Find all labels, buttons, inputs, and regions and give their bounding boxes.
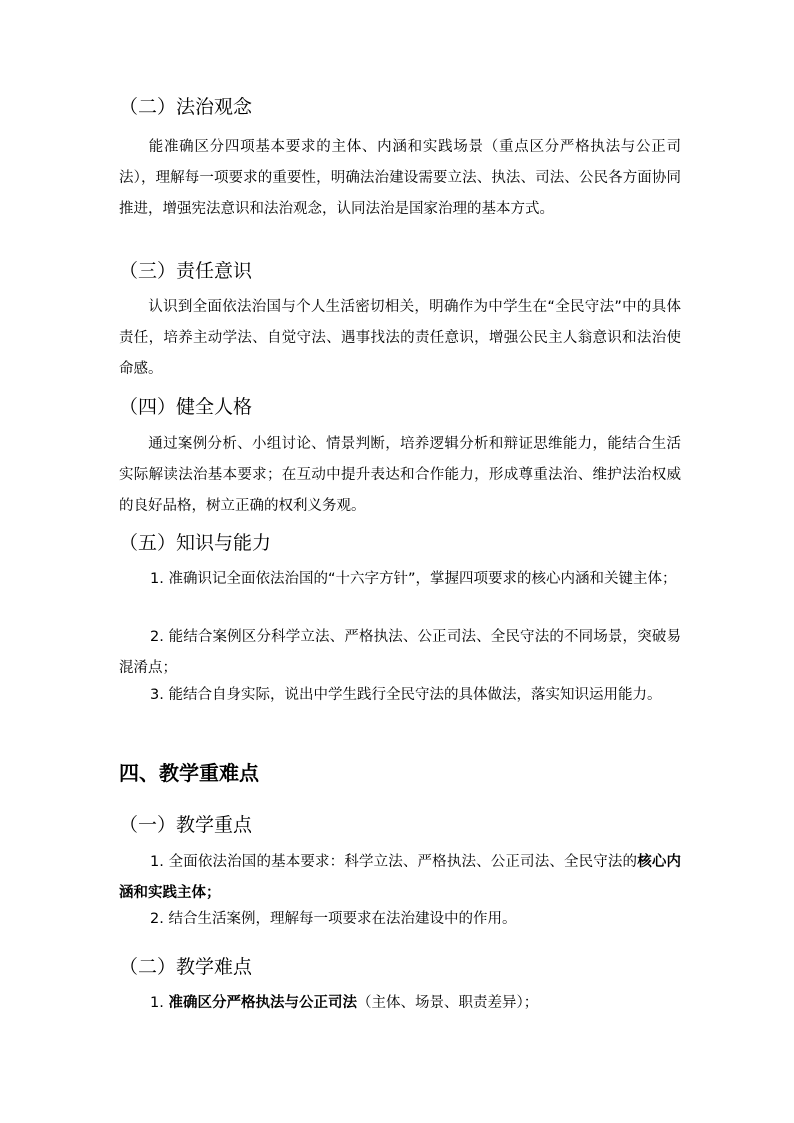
paragraph-text: 通过案例分析、小组讨论、情景判断，培养逻辑分析和辩证思维能力，能结合生活实际解读法治基本要求；在互动中提升表达和合作能力，形成尊重法治、维护法治权威的良好品格，树立正确的权利义务观。 [119, 436, 681, 514]
list-item-number: 1. [150, 995, 169, 1011]
paragraph-renge [119, 429, 681, 522]
section-heading-zhongdian: （一）教学重点 [119, 814, 253, 836]
chapter-heading-part4: 四、教学重难点 [119, 761, 259, 785]
list-item-text: 3. 能结合自身实际，说出中学生践行全民守法的具体做法，落实知识运用能力。 [150, 687, 662, 703]
list-item-text: （主体、场景、职责差异）； [356, 995, 539, 1011]
emphasis-text: 准确区分严格执法与公正司法 [168, 995, 357, 1011]
emphasis-text: 核心内涵和实践主体； [119, 854, 681, 901]
list-item-zhishi-3 [119, 680, 681, 711]
section-heading-renge: （四）健全人格 [119, 396, 253, 418]
paragraph-text: 认识到全面依法治国与个人生活密切相关，明确作为中学生在“全民守法”中的具体责任，培养主动学法、自觉守法、遇事找法的责任意识，增强公民主人翁意识和法治使命感。 [119, 299, 681, 377]
list-item-nandian-1 [119, 988, 681, 1019]
section-heading-zeren: （三）责任意识 [119, 260, 253, 282]
list-item-text: 1. 准确识记全面依法治国的“十六字方针”，掌握四项要求的核心内涵和关键主体； [150, 571, 677, 587]
list-item-text: 1. 全面依法治国的基本要求：科学立法、严格执法、公正司法、全民守法的 [150, 854, 638, 870]
list-item-text: 2. 结合生活案例，理解每一项要求在法治建设中的作用。 [150, 911, 517, 927]
list-item-zhongdian-1 [119, 847, 681, 909]
list-item-zhishi-1 [119, 564, 681, 595]
paragraph-text: 能准确区分四项基本要求的主体、内涵和实践场景（重点区分严格执法与公正司法），理解每一项要求的重要性，明确法治建设需要立法、执法、司法、公民各方面协同推进，增强宪法意识和法治观念，认同法治是国家治理的基本方式。 [119, 139, 681, 217]
list-item-zhongdian-2 [119, 904, 681, 935]
list-item-text: 2. 能结合案例区分科学立法、严格执法、公正司法、全民守法的不同场景，突破易混淆点； [119, 629, 681, 676]
list-item-zhishi-2 [119, 622, 681, 684]
section-heading-zhishi: （五）知识与能力 [119, 532, 272, 554]
paragraph-zeren [119, 292, 681, 385]
paragraph-fazhi [119, 132, 681, 225]
section-heading-nandian: （二）教学难点 [119, 956, 253, 978]
section-heading-fazhi: （二）法治观念 [119, 96, 253, 118]
